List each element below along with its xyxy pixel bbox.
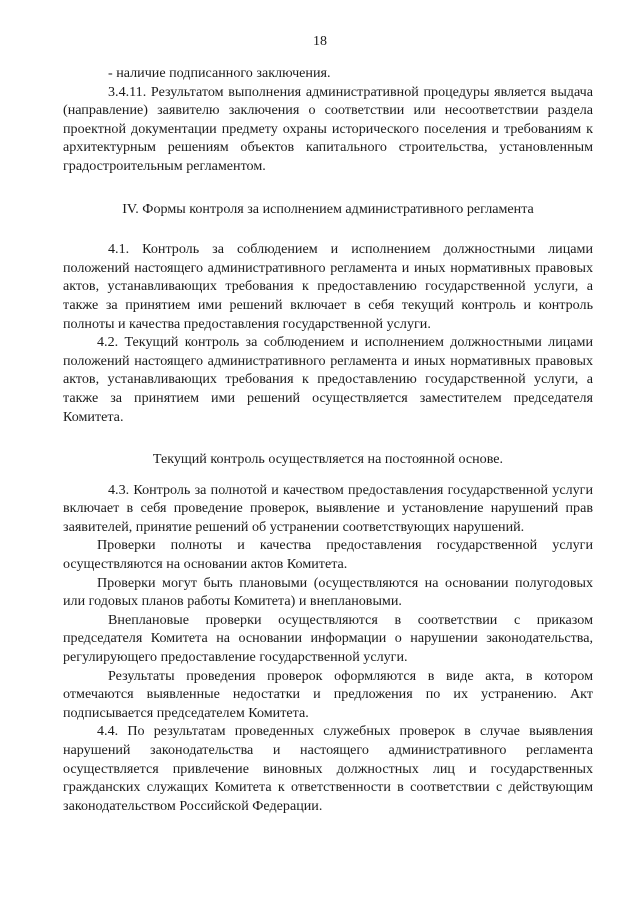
paragraph-signed-conclusion: - наличие подписанного заключения.: [108, 65, 331, 81]
section-heading-iv: IV. Формы контроля за исполнением административного регламента: [122, 200, 534, 217]
paragraph-4-3: 4.3. Контроль за полнотой и качеством предоставления государственной услуги включает в себя проведение проверок, выявление и установление нарушений прав заявителей, принятие решений об устранении соответствующих нарушений.: [63, 481, 593, 535]
paragraph-unplanned-checks: Внеплановые проверки осуществляются в соответствии с приказом председателя Комитета на основании информации о нарушении законодательства, регулирующего предоставление государственной услуги.: [63, 611, 593, 666]
paragraph-4-2: 4.2. Текущий контроль за соблюдением и исполнением должностными лицами положений настоящего административного регламента и иных нормативных правовых актов, устанавливающих требования к предоставлению государственной услуги, а также за принятием ими решений осуществляется заместителем председателя Комитета.: [63, 334, 593, 425]
paragraph-4-1: 4.1. Контроль за соблюдением и исполнением должностными лицами положений настоящего административного регламента и иных нормативных правовых актов, устанавливающих требования к предоставлению государственной услуги, а также за принятием ими решений включает в себя текущий контроль и контроль полноты и качества предоставления государственной услуги.: [63, 241, 593, 332]
paragraph-check-results: Результаты проведения проверок оформляются в виде акта, в котором отмечаются выявленные недостатки и предложения по их устранению. Акт подписывается председателем Комитета.: [63, 667, 593, 721]
paragraph-3-4-11: 3.4.11. Результатом выполнения административной процедуры является выдача (направление) заявителю заключения о соответствии или несоответствии раздела проектной документации предмету охраны исторического поселения и требованиям к архитектурным решениям объектов капитального строительства, установленным градостроительным регламентом.: [63, 83, 593, 174]
paragraph-4-4: 4.4. По результатам проведенных служебных проверок в случае выявления нарушений законодательства и настоящего административного регламента осуществляется привлечение виновных должностных лиц и государственных гражданских служащих Комитета к ответственности в соответствии с действующим законодательством Российской Федерации.: [63, 723, 593, 814]
paragraph-checks-types: Проверки могут быть плановыми (осуществляются на основании полугодовых или годовых планов работы Комитета) и внеплановыми.: [63, 574, 593, 610]
paragraph-checks-completeness: Проверки полноты и качества предоставления государственной услуги осуществляются на основании актов Комитета.: [63, 537, 593, 573]
document-body: [63, 64, 593, 815]
page-number: 18: [313, 34, 327, 49]
paragraph-current-control: Текущий контроль осуществляется на постоянной основе.: [152, 451, 504, 468]
